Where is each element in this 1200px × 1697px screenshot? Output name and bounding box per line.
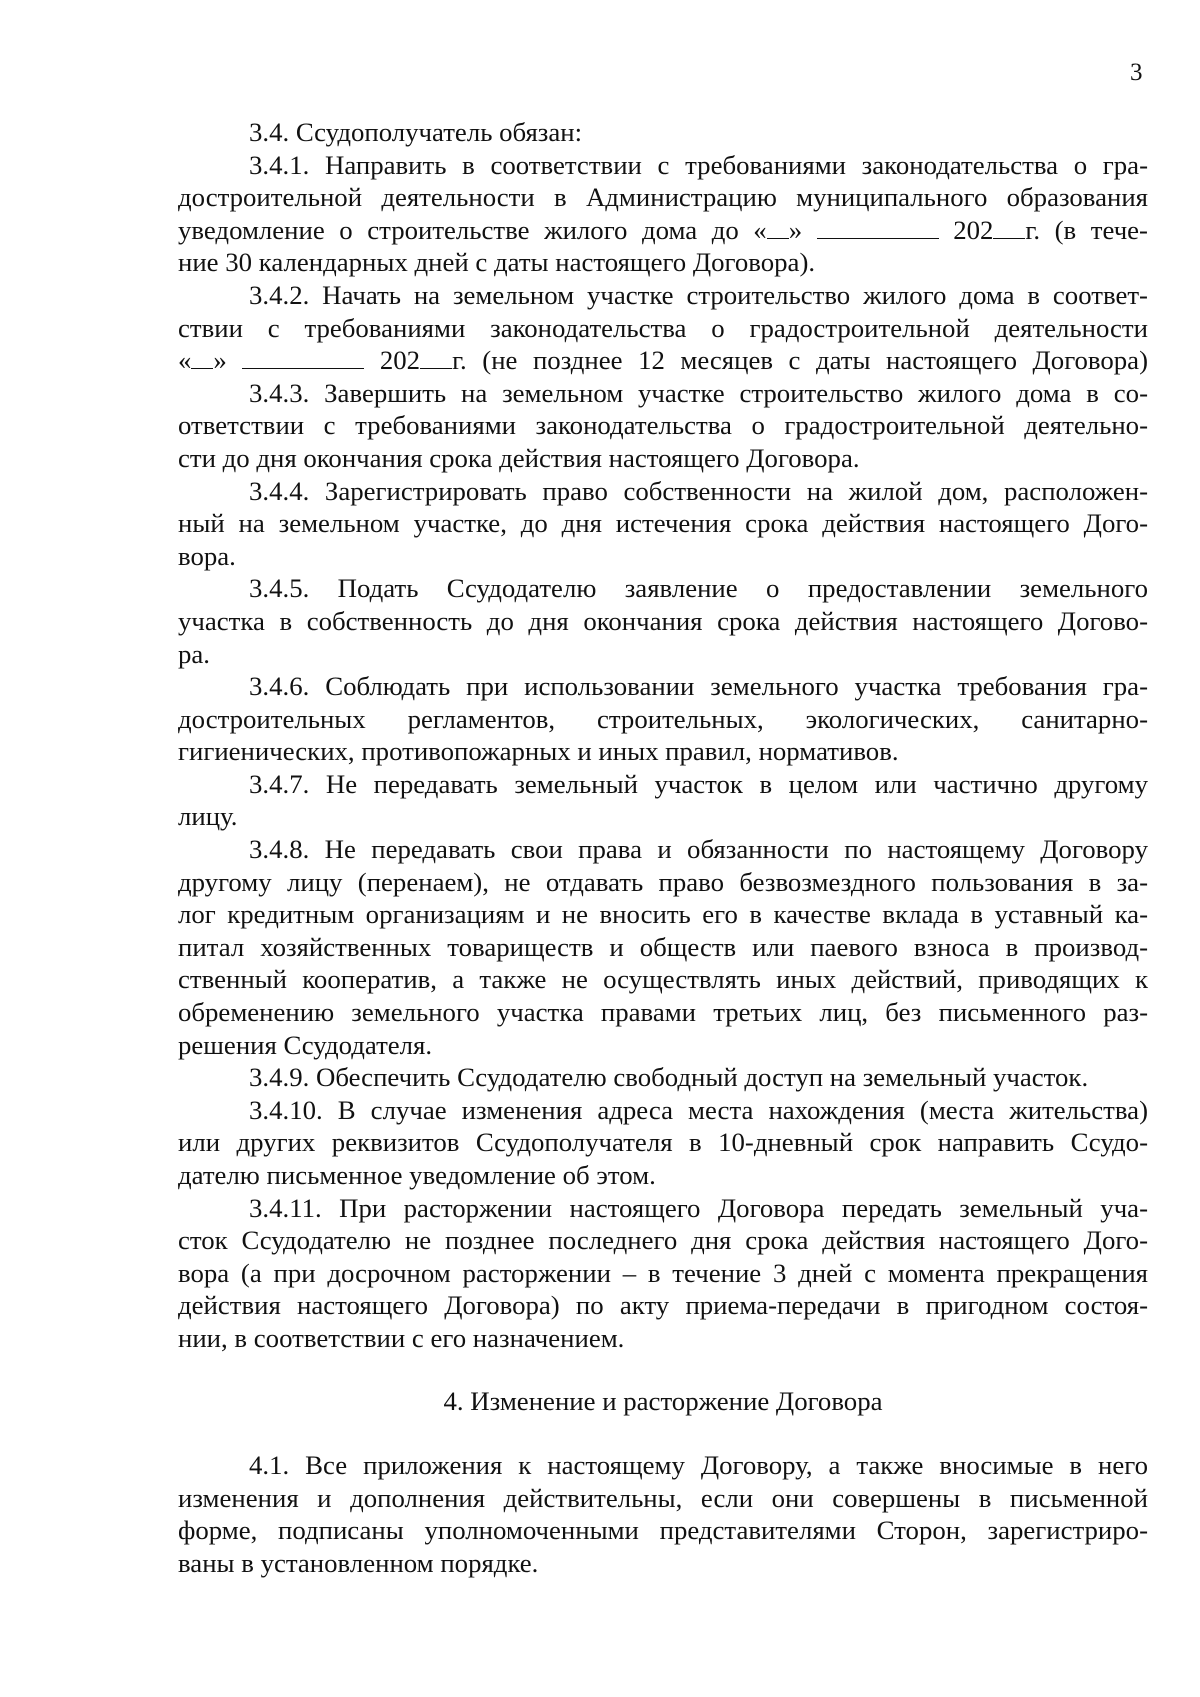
text-fragment: » — [213, 345, 243, 376]
text-line: сти до дня окончания срока действия настоящего Договора. — [178, 442, 860, 473]
text-line-with-date-blanks — [178, 344, 1148, 377]
text-line: ный на земельном участке, до дня истечения срока действия настоящего Дого- — [178, 508, 1148, 539]
clause-3-4-3 — [178, 377, 1148, 475]
text-line: достроительной деятельности в Администрацию муниципального образования — [178, 182, 1148, 213]
text-line: 3.4.4. Зарегистрировать право собственности на жилой дом, расположен- — [249, 475, 1148, 506]
date-year-blank — [993, 214, 1025, 239]
document-body — [178, 116, 1148, 1580]
text-line: 3.4.5. Подать Ссудодателю заявление о предоставлении земельного — [249, 573, 1148, 604]
text-line: ра. — [178, 638, 210, 669]
text-line: ственный кооператив, а также не осуществлять иных действий, приводящих к — [178, 964, 1148, 995]
section-heading: 4. Изменение и расторжение Договора — [443, 1385, 883, 1416]
text-fragment: « — [178, 345, 192, 376]
text-line: лог кредитным организациям и не вносить его в качестве вклада в уставный ка- — [178, 899, 1148, 930]
text-line: 3.4.2. Начать на земельном участке строительство жилого дома в соответ- — [249, 279, 1148, 310]
date-month-blank — [242, 344, 364, 369]
clause-3-4-7 — [178, 768, 1148, 833]
text-line: 3.4.10. В случае изменения адреса места нахождения (места жительства) — [249, 1094, 1148, 1125]
text-line: 3.4.9. Обеспечить Ссудодателю свободный доступ на земельный участок. — [249, 1062, 1089, 1093]
clause-3-4-4 — [178, 475, 1148, 573]
text-fragment: » — [788, 214, 817, 245]
text-line: действия настоящего Договора) по акту приема-передачи в пригодном состоя- — [178, 1290, 1148, 1321]
text-line: 3.4.3. Завершить на земельном участке строительство жилого дома в со- — [249, 377, 1148, 408]
text-line: другому лицу (перенаем), не отдавать право безвозмездного пользования в за- — [178, 866, 1148, 897]
text-line: решения Ссудодателя. — [178, 1029, 433, 1060]
text-fragment: 202 — [364, 345, 421, 376]
clause-3-4-5 — [178, 572, 1148, 670]
text-line: 3.4.7. Не передавать земельный участок в целом или частично другому — [249, 768, 1148, 799]
date-day-blank — [767, 214, 789, 239]
text-line: нии, в соответствии с его назначением. — [178, 1322, 625, 1353]
text-line: вора (а при досрочном расторжении – в течение 3 дней с момента прекращения — [178, 1257, 1148, 1288]
text-line: лицу. — [178, 801, 238, 832]
text-line: ваны в установленном порядке. — [178, 1547, 539, 1578]
text-line: ствии с требованиями законодательства о градостроительной деятельности — [178, 312, 1148, 343]
text-line-with-date-blanks — [178, 214, 1148, 247]
clause-4-1 — [178, 1449, 1148, 1579]
clause-3-4-9 — [178, 1061, 1148, 1094]
text-line: сток Ссудодателю не позднее последнего дня срока действия настоящего Дого- — [178, 1225, 1148, 1256]
clause-3-4-2 — [178, 279, 1148, 377]
text-line: обременению земельного участка правами третьих лиц, без письменного раз- — [178, 997, 1148, 1028]
text-line: достроительных регламентов, строительных, экологических, санитарно- — [178, 703, 1148, 734]
clause-3-4-6 — [178, 670, 1148, 768]
text-line: 3.4.1. Направить в соответствии с требованиями законодательства о гра- — [249, 149, 1148, 180]
text-line: 4.1. Все приложения к настоящему Договору, а также вносимые в него — [249, 1450, 1148, 1481]
text-line: форме, подписаны уполномоченными представителями Сторон, зарегистриро- — [178, 1515, 1148, 1546]
text-line: гигиенических, противопожарных и иных правил, нормативов. — [178, 736, 899, 767]
clause-3-4-1 — [178, 149, 1148, 279]
text-line: изменения и дополнения действительны, если они совершены в письменной — [178, 1482, 1148, 1513]
text-fragment: г. (в тече- — [1025, 214, 1148, 245]
text-line: участка в собственность до дня окончания срока действия настоящего Догово- — [178, 605, 1148, 636]
text-line: вора. — [178, 540, 236, 571]
clause-3-4-8 — [178, 833, 1148, 1061]
text-line: или других реквизитов Ссудополучателя в 10-дневный срок направить Ссудо- — [178, 1127, 1148, 1158]
page-number: 3 — [1130, 59, 1143, 86]
date-month-blank — [817, 214, 939, 239]
text-fragment: уведомление о строительстве жилого дома до « — [178, 214, 767, 245]
clause-3-4-10 — [178, 1094, 1148, 1192]
date-day-blank — [191, 344, 213, 369]
text-line: питал хозяйственных товариществ и обществ или паевого взноса в производ- — [178, 931, 1148, 962]
text-line: 3.4.11. При расторжении настоящего Договора передать земельный уча- — [249, 1192, 1148, 1223]
text-line: дателю письменное уведомление об этом. — [178, 1160, 656, 1190]
clause-3-4 — [178, 116, 1148, 149]
text-line: ние 30 календарных дней с даты настоящего Договора). — [178, 247, 816, 278]
date-year-blank — [420, 344, 452, 369]
clause-3-4-11 — [178, 1192, 1148, 1355]
text-line: 3.4.6. Соблюдать при использовании земельного участка требования гра- — [249, 671, 1148, 702]
text-fragment: 202 — [938, 214, 994, 245]
text-line: 3.4. Ссудополучатель обязан: — [249, 117, 583, 147]
text-fragment: г. (не позднее 12 месяцев с даты настоящего Договора) — [452, 345, 1148, 376]
text-line: ответствии с требованиями законодательства о градостроительной деятельно- — [178, 410, 1148, 441]
text-line: 3.4.8. Не передавать свои права и обязанности по настоящему Договору — [249, 834, 1148, 865]
